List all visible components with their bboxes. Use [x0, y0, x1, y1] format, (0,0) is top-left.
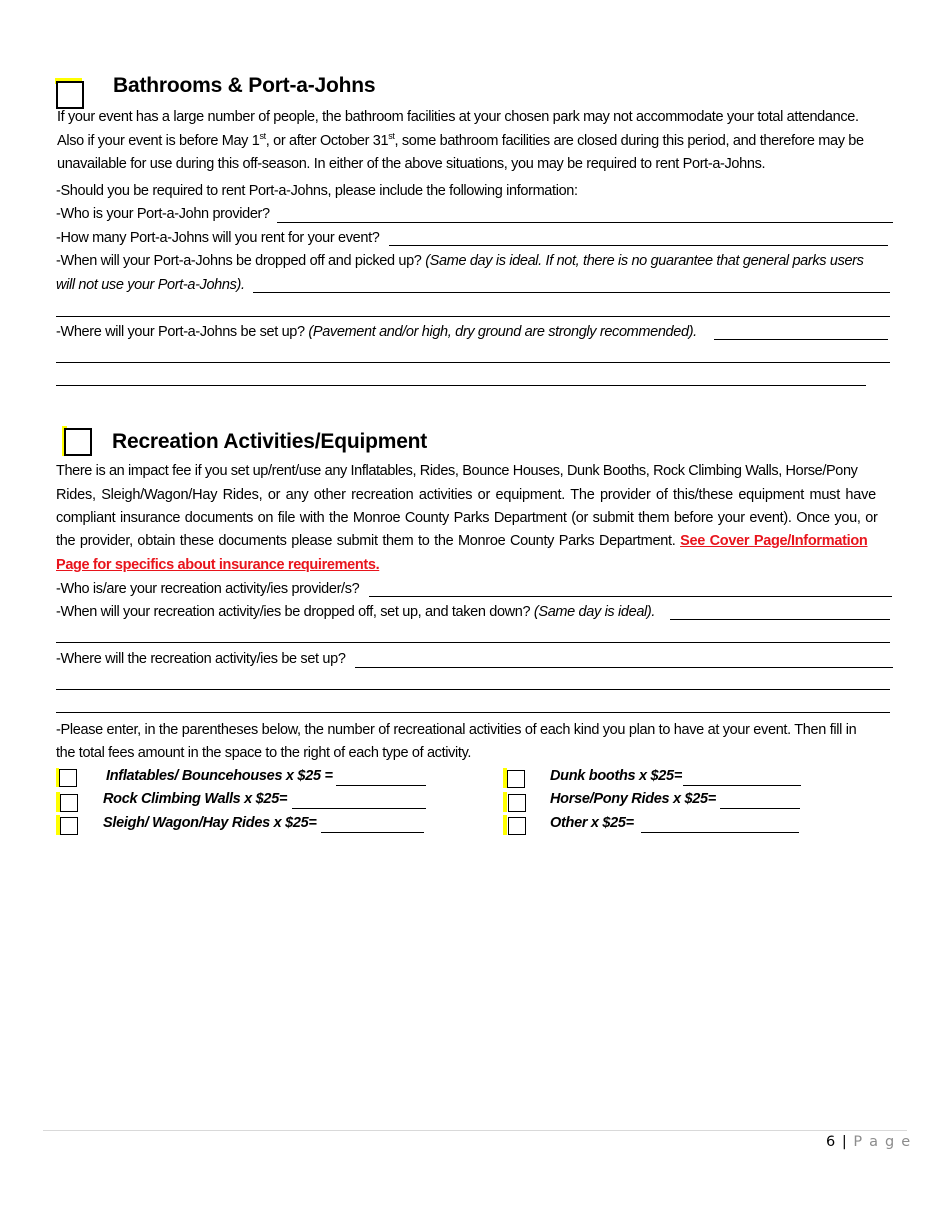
recreation-para-line-2: Rides, Sleigh/Wagon/Hay Rides, or any other recreation activities or equipment. The provider of this/these equipment must have [56, 487, 876, 503]
recreation-location-label: -Where will the recreation activity/ies be set up? [56, 651, 346, 667]
dunk-booths-fee-field[interactable] [683, 785, 801, 786]
other-fee-label: Other x $25= [550, 815, 634, 831]
portajohn-location-field-3[interactable] [56, 385, 866, 386]
sleigh-rides-fee-field[interactable] [321, 832, 424, 833]
bathrooms-heading: Bathrooms & Port-a-Johns [113, 74, 376, 97]
rock-climbing-checkbox[interactable] [60, 794, 78, 812]
recreation-para-line-5 [56, 554, 379, 578]
page-footer [826, 1134, 911, 1150]
sleigh-rides-checkbox[interactable] [60, 817, 78, 835]
portajohn-count-field[interactable] [389, 245, 888, 246]
page-label: P a g e [853, 1134, 912, 1150]
recreation-heading: Recreation Activities/Equipment [112, 430, 428, 453]
portajohn-location-field[interactable] [714, 339, 888, 340]
checkbox-highlight [503, 792, 507, 812]
recreation-provider-field[interactable] [369, 596, 892, 597]
portajohn-count-label: -How many Port-a-Johns will you rent for your event? [56, 230, 380, 246]
checkbox-highlight [503, 815, 507, 835]
dunk-booths-fee-label: Dunk booths x $25= [550, 768, 682, 784]
inflatables-checkbox[interactable] [59, 769, 77, 787]
portajohn-location-field-2[interactable] [56, 362, 890, 363]
portajohn-provider-field[interactable] [277, 222, 893, 223]
other-checkbox[interactable] [508, 817, 526, 835]
portajohn-dropoff-label: -When will your Port-a-Johns be dropped off and picked up? (Same day is ideal. If not, there is no guarantee that general parks users [56, 253, 864, 269]
recreation-count-instruction-2: the total fees amount in the space to the right of each type of activity. [56, 745, 472, 761]
bathrooms-intro-line-2: Also if your event is before May 1st, or after October 31st, some bathroom facilities are closed during this period, and therefore may be [57, 131, 864, 149]
rock-climbing-fee-field[interactable] [292, 808, 426, 809]
recreation-provider-label: -Who is/are your recreation activity/ies provider/s? [56, 581, 360, 597]
horse-pony-fee-label: Horse/Pony Rides x $25= [550, 791, 716, 807]
sleigh-rides-fee-label: Sleigh/ Wagon/Hay Rides x $25= [103, 815, 317, 831]
rock-climbing-fee-label: Rock Climbing Walls x $25= [103, 791, 288, 807]
portajohn-location-label: -Where will your Port-a-Johns be set up? (Pavement and/or high, dry ground are strongly recommended). [56, 324, 697, 340]
portajohn-dropoff-note: will not use your Port-a-Johns). [56, 277, 245, 293]
bathrooms-question-intro: -Should you be required to rent Port-a-Johns, please include the following information: [56, 183, 578, 199]
recreation-location-field[interactable] [355, 667, 893, 668]
portajohn-dropoff-field[interactable] [253, 292, 890, 293]
footer-separator: | [841, 1134, 847, 1150]
page-number: 6 [826, 1134, 836, 1150]
bathrooms-checkbox[interactable] [56, 81, 84, 109]
dunk-booths-checkbox[interactable] [507, 770, 525, 788]
horse-pony-fee-field[interactable] [720, 808, 800, 809]
recreation-checkbox[interactable] [64, 428, 92, 456]
bathrooms-intro-line-3: unavailable for use during this off-season. In either of the above situations, you may be required to rent Port-a-Johns. [57, 156, 766, 172]
footer-divider [43, 1130, 907, 1131]
recreation-para-line-1: There is an impact fee if you set up/rent/use any Inflatables, Rides, Bounce Houses, Dunk Booths, Rock Climbing Walls, Horse/Pony [56, 463, 858, 479]
inflatables-fee-field[interactable] [336, 785, 426, 786]
portajohn-provider-label: -Who is your Port-a-John provider? [56, 206, 270, 222]
recreation-schedule-field[interactable] [670, 619, 890, 620]
portajohn-dropoff-field-2[interactable] [56, 316, 890, 317]
horse-pony-checkbox[interactable] [508, 794, 526, 812]
recreation-schedule-label: -When will your recreation activity/ies be dropped off, set up, and taken down? (Same day is ideal). [56, 604, 656, 620]
other-fee-field[interactable] [641, 832, 799, 833]
recreation-schedule-field-2[interactable] [56, 642, 890, 643]
recreation-location-field-2[interactable] [56, 689, 890, 690]
recreation-para-line-4: the provider, obtain these documents please submit them to the Monroe County Parks Department. See Cover Page/Information [56, 533, 868, 549]
insurance-link-cont[interactable]: Page for specifics about insurance requirements. [56, 557, 380, 573]
inflatables-fee-label: Inflatables/ Bouncehouses x $25 = [106, 768, 333, 784]
recreation-para-line-3: compliant insurance documents on file with the Monroe County Parks Department (or submit them before your event). Once you, or [56, 510, 878, 526]
recreation-count-instruction-1: -Please enter, in the parentheses below, the number of recreational activities of each kind you plan to have at your event. Then fill in [56, 722, 857, 738]
bathrooms-intro-line-1: If your event has a large number of people, the bathroom facilities at your chosen park may not accommodate your total attendance. [57, 109, 859, 125]
insurance-link[interactable]: See Cover Page/Information [680, 533, 868, 549]
recreation-location-field-3[interactable] [56, 712, 890, 713]
